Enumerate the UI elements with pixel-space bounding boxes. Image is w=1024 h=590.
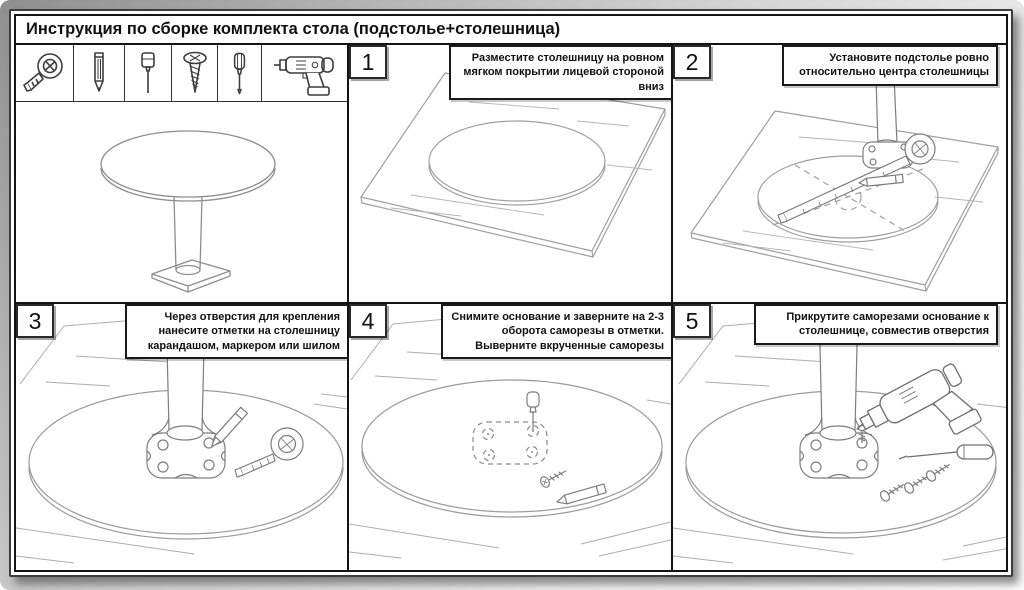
tape-measure-icon bbox=[778, 134, 935, 223]
pencil-icon bbox=[77, 49, 121, 97]
panel-step-2 bbox=[673, 45, 1006, 304]
panel-grid bbox=[16, 45, 1006, 570]
panel-step-1 bbox=[349, 45, 673, 304]
pencil-icon bbox=[556, 484, 607, 506]
step-caption: Разместите столешницу на ровном мягком покрытии лицевой стороной вниз bbox=[449, 45, 673, 100]
page-title: Инструкция по сборке комплекта стола (подстолье+столешница) bbox=[16, 16, 1006, 45]
step-number: 5 bbox=[673, 304, 711, 338]
screw-icon bbox=[539, 466, 569, 489]
tool-screw bbox=[172, 45, 218, 101]
step-number: 3 bbox=[16, 304, 54, 338]
step-caption: Установите подстолье ровно относительно центра столешницы bbox=[782, 45, 998, 86]
tape-measure-icon bbox=[23, 49, 67, 97]
screwdriver-icon bbox=[899, 445, 993, 459]
plate-outline-marks bbox=[473, 422, 547, 464]
tool-awl bbox=[125, 45, 172, 101]
tabletop-face-down bbox=[362, 380, 662, 512]
tool-screwdriver bbox=[218, 45, 262, 101]
screw-icon bbox=[173, 49, 217, 97]
tape-measure-icon bbox=[235, 428, 303, 477]
pencil-icon bbox=[209, 407, 248, 449]
panel-step-4 bbox=[349, 304, 673, 570]
step-number: 1 bbox=[349, 45, 387, 79]
tool-pencil bbox=[74, 45, 125, 101]
tool-drill bbox=[262, 45, 347, 101]
step-number: 2 bbox=[673, 45, 711, 79]
instruction-sheet bbox=[9, 9, 1013, 577]
soft-covering-mat bbox=[691, 111, 998, 285]
tools-strip bbox=[16, 45, 347, 102]
awl-icon bbox=[527, 392, 539, 431]
sheet-content bbox=[14, 14, 1008, 572]
loose-screws bbox=[879, 460, 953, 503]
awl-icon bbox=[126, 49, 170, 97]
screwdriver-icon bbox=[218, 49, 261, 97]
step-caption: Через отверстия для крепления нанесите отметки на столешницу карандашом, маркером или шилом bbox=[125, 304, 349, 359]
step-caption: Прикрутите саморезами основание к столешнице, совместив отверстия bbox=[754, 304, 998, 345]
assembled-table-drawing bbox=[16, 102, 347, 302]
drill-icon bbox=[272, 49, 338, 97]
step-caption: Снимите основание и заверните на 2-3 оборота саморезы в отметки. Выверните вкрученные саморезы bbox=[441, 304, 673, 359]
panel-step-3 bbox=[16, 304, 349, 570]
panel-intro bbox=[16, 45, 349, 304]
panel-step-5 bbox=[673, 304, 1006, 570]
step-number: 4 bbox=[349, 304, 387, 338]
tabletop-face-down bbox=[429, 121, 605, 201]
tool-tape-measure bbox=[16, 45, 74, 101]
